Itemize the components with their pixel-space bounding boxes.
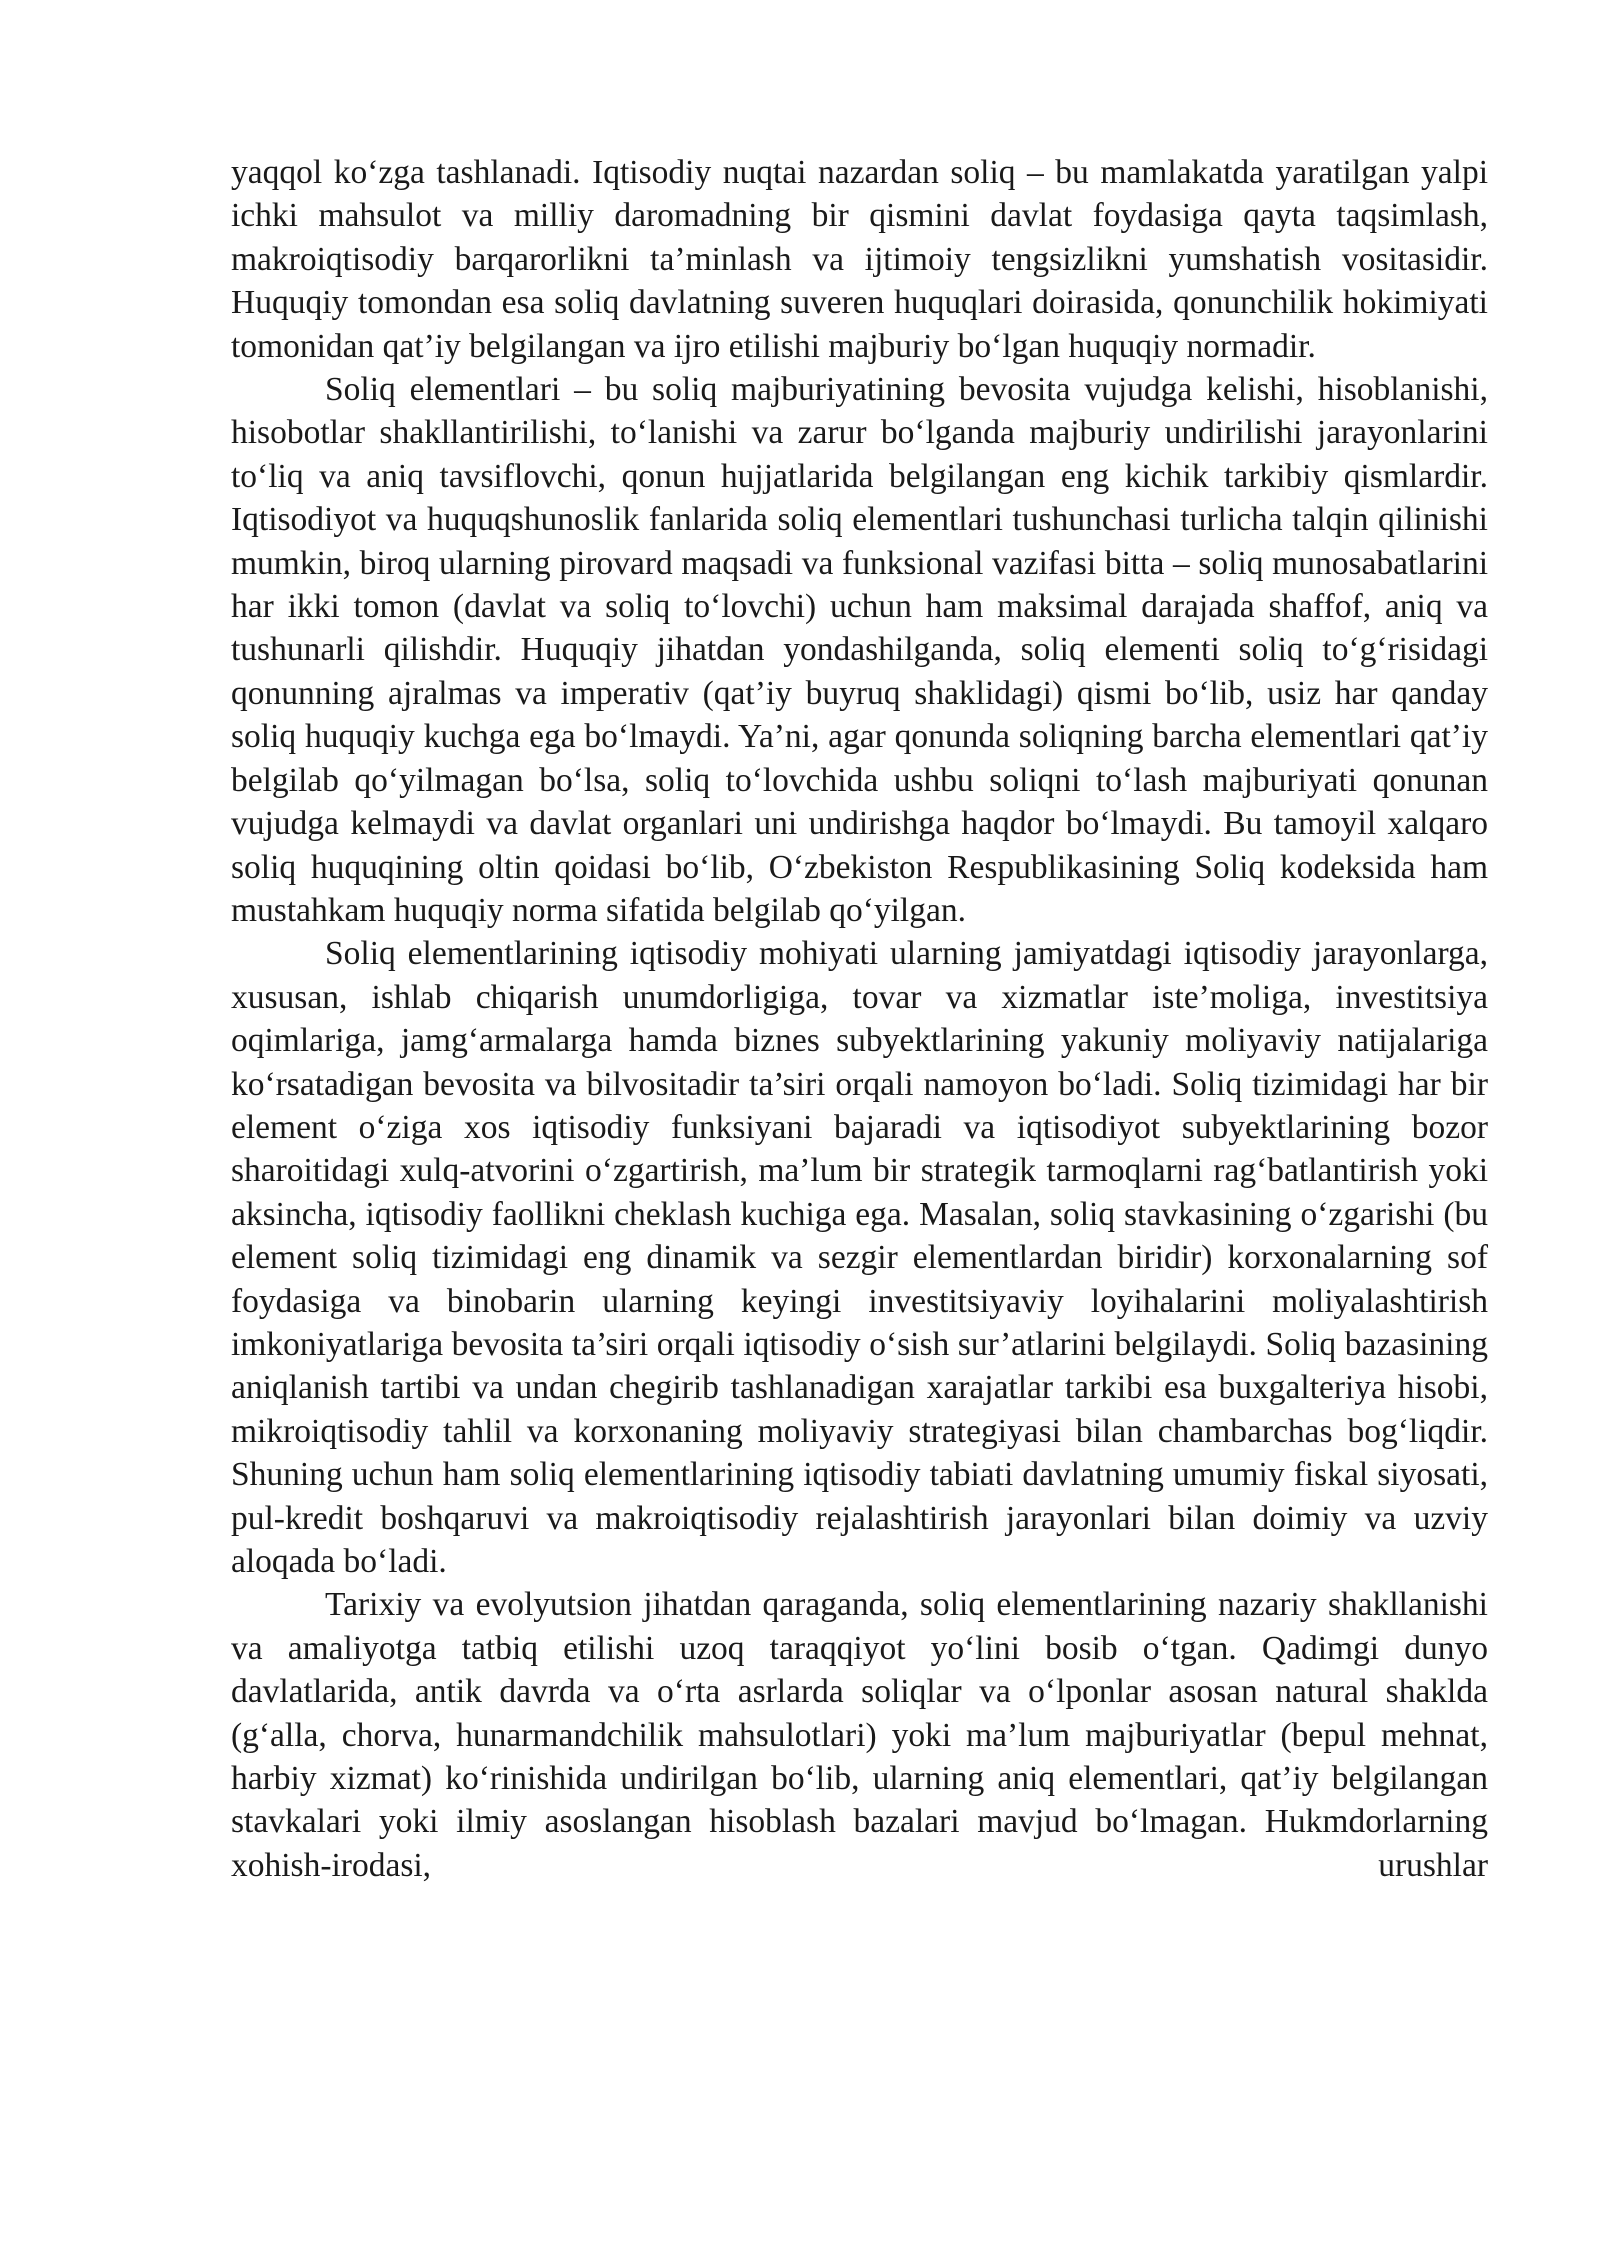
paragraph-4: Tarixiy va evolyutsion jihatdan qaraganda, soliq elementlarining nazariy shakllanishi va amaliyotga tatbiq etilishi uzoq taraqqiyot yo‘lini bosib o‘tgan. Qadimgi dunyo davlatlarida, antik davrda va o‘rta asrlarda soliqlar va o‘lponlar asosan natural shaklda (g‘alla, chorva, hunarmandchilik mahsulotlari) yoki ma’lum majburiyatlar (bepul mehnat, harbiy xizmat) ko‘rinishida undirilgan bo‘lib, ularning aniq elementlari, qat’iy belgilangan stavkalari yoki ilmiy asoslangan hisoblash bazalari mavjud bo‘lmagan. Hukmdorlarning xohish-irodasi, urushlar [231, 1586, 1488, 1884]
document-body [231, 151, 1488, 1887]
paragraph-2: Soliq elementlari – bu soliq majburiyatining bevosita vujudga kelishi, hisoblanishi, hisobotlar shakllantirilishi, to‘lanishi va zarur bo‘lganda majburiy undirilishi jarayonlarini to‘liq va aniq tavsiflovchi, qonun hujjatlarida belgilangan eng kichik tarkibiy qismlardir. Iqtisodiyot va huquqshunoslik fanlarida soliq elementlari tushunchasi turlicha talqin qilinishi mumkin, biroq ularning pirovard maqsadi va funksional vazifasi bitta – soliq munosabatlarini har ikki tomon (davlat va soliq to‘lovchi) uchun ham maksimal darajada shaffof, aniq va tushunarli qilishdir. Huquqiy jihatdan yondashilganda, soliq elementi soliq to‘g‘risidagi qonunning ajralmas va imperativ (qat’iy buyruq shaklidagi) qismi bo‘lib, usiz har qanday soliq huquqiy kuchga ega bo‘lmaydi. Ya’ni, agar qonunda soliqning barcha elementlari qat’iy belgilab qo‘yilmagan bo‘lsa, soliq to‘lovchida ushbu soliqni to‘lash majburiyati qonunan vujudga kelmaydi va davlat organlari uni undirishga haqdor bo‘lmaydi. Bu tamoyil xalqaro soliq huquqining oltin qoidasi bo‘lib, O‘zbekiston Respublikasining Soliq kodeksida ham mustahkam huquqiy norma sifatida belgilab qo‘yilgan. [231, 371, 1488, 929]
paragraph-1: yaqqol ko‘zga tashlanadi. Iqtisodiy nuqtai nazardan soliq – bu mamlakatda yaratilgan yalpi ichki mahsulot va milliy daromadning bir qismini davlat foydasiga qayta taqsimlash, makroiqtisodiy barqarorlikni ta’minlash va ijtimoiy tengsizlikni yumshatish vositasidir. Huquqiy tomondan esa soliq davlatning suveren huquqlari doirasida, qonunchilik hokimiyati tomonidan qat’iy belgilangan va ijro etilishi majburiy bo‘lgan huquqiy normadir. [231, 154, 1488, 365]
paragraph-3: Soliq elementlarining iqtisodiy mohiyati ularning jamiyatdagi iqtisodiy jarayonlarga, xususan, ishlab chiqarish unumdorligiga, tovar va xizmatlar iste’moliga, investitsiya oqimlariga, jamg‘armalarga hamda biznes subyektlarining yakuniy moliyaviy natijalariga ko‘rsatadigan bevosita va bilvositadir ta’siri orqali namoyon bo‘ladi. Soliq tizimidagi har bir element o‘ziga xos iqtisodiy funksiyani bajaradi va iqtisodiyot subyektlarining bozor sharoitidagi xulq-atvorini o‘zgartirish, ma’lum bir strategik tarmoqlarni rag‘batlantirish yoki aksincha, iqtisodiy faollikni cheklash kuchiga ega. Masalan, soliq stavkasining o‘zgarishi (bu element soliq tizimidagi eng dinamik va sezgir elementlardan biridir) korxonalarning sof foydasiga va binobarin ularning keyingi investitsiyaviy loyihalarini moliyalashtirish imkoniyatlariga bevosita ta’siri orqali iqtisodiy o‘sish sur’atlarini belgilaydi. Soliq bazasining aniqlanish tartibi va undan chegirib tashlanadigan xarajatlar tarkibi esa buxgalteriya hisobi, mikroiqtisodiy tahlil va korxonaning moliyaviy strategiyasi bilan chambarchas bog‘liqdir. Shuning uchun ham soliq elementlarining iqtisodiy tabiati davlatning umumiy fiskal siyosati, pul-kredit boshqaruvi va makroiqtisodiy rejalashtirish jarayonlari bilan doimiy va uzviy aloqada bo‘ladi. [231, 935, 1488, 1580]
